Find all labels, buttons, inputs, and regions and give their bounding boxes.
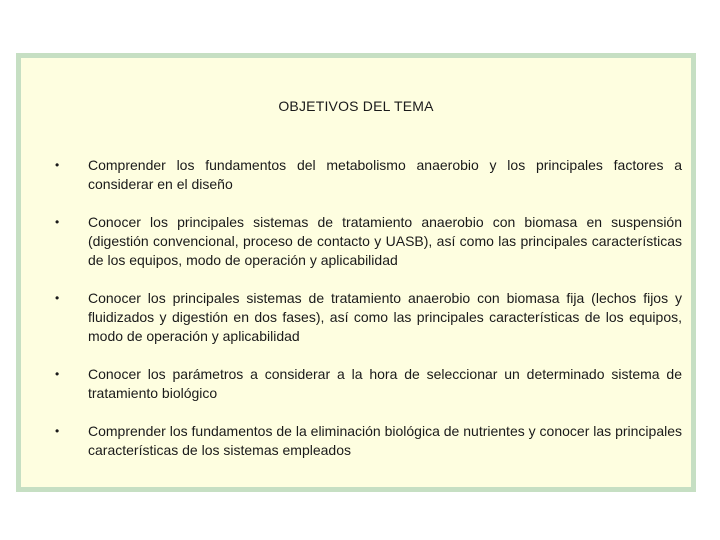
list-item [55, 156, 682, 194]
list-item [55, 365, 682, 403]
bullet-icon: • [55, 424, 60, 438]
bullet-icon: • [55, 367, 60, 381]
list-item-text: Conocer los parámetros a considerar a la hora de seleccionar un determinado sistema de tratamiento biológico [88, 366, 682, 401]
objectives-list [55, 156, 682, 479]
slide-frame [16, 53, 696, 492]
bullet-icon: • [55, 158, 60, 172]
bullet-icon: • [55, 215, 60, 229]
list-item-text: Comprender los fundamentos de la eliminación biológica de nutrientes y conocer las principales características de los sistemas empleados [88, 423, 682, 458]
list-item [55, 422, 682, 460]
list-item-text: Comprender los fundamentos del metabolismo anaerobio y los principales factores a considerar en el diseño [88, 157, 682, 192]
list-item-text: Conocer los principales sistemas de tratamiento anaerobio con biomasa en suspensión (digestión convencional, proceso de contacto y UASB), así como las principales características de los equipos, modo de operación y aplicabilidad [88, 214, 682, 268]
list-item [55, 289, 682, 346]
list-item [55, 213, 682, 270]
list-item-text: Conocer los principales sistemas de tratamiento anaerobio con biomasa fija (lechos fijos y fluidizados y digestión en dos fases), así como las principales características de los equipos, modo de operación y aplicabilidad [88, 290, 682, 344]
bullet-icon: • [55, 291, 60, 305]
slide-title: OBJETIVOS DEL TEMA [278, 98, 434, 114]
